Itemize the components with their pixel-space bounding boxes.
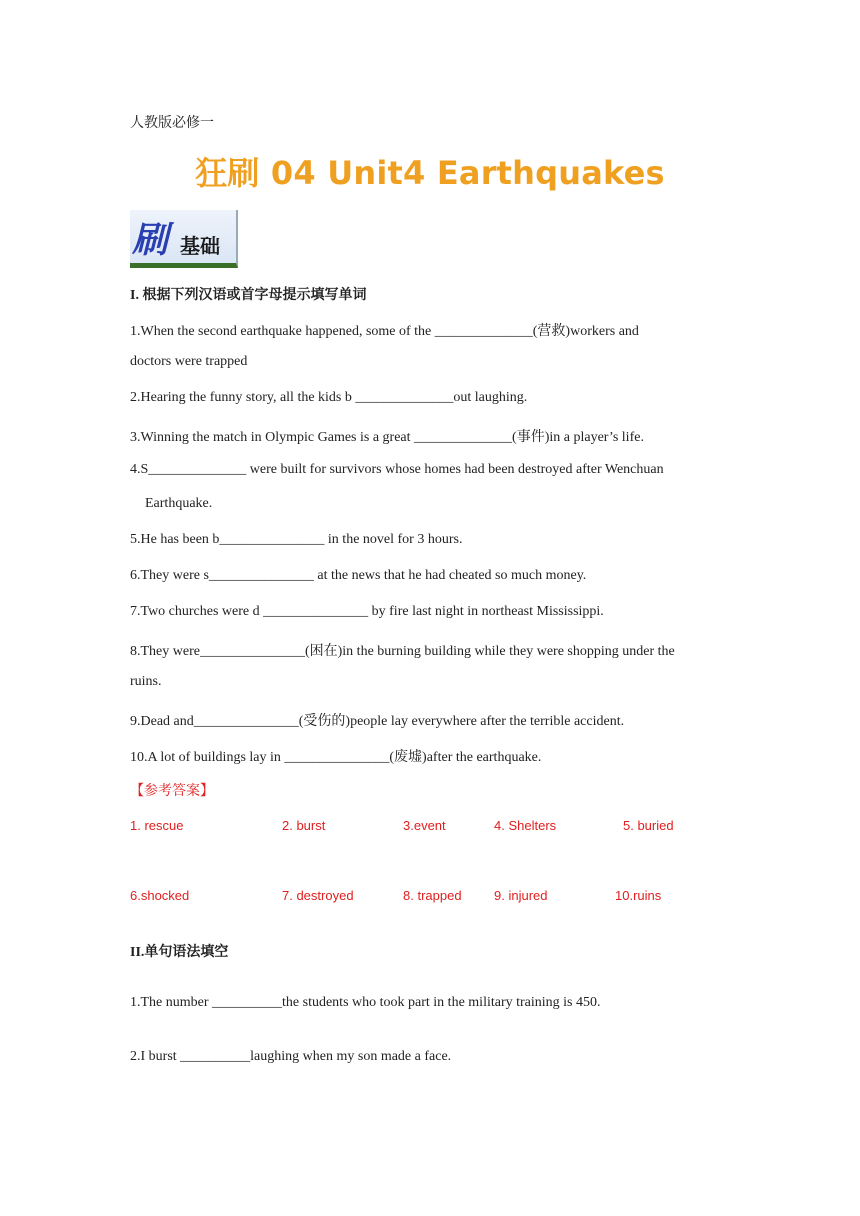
answer-item: 7. destroyed [282,888,354,903]
question-line: Earthquake. [145,496,213,511]
question-line: 7.Two churches were d _______________ by fire last night in northeast Mississippi. [130,604,604,619]
answer-item: 4. Shelters [494,818,557,833]
question-line: 9.Dead and_______________(受伤的)people lay everywhere after the terrible accident. [130,714,625,729]
section-2-heading: II.单句语法填空 [130,945,229,960]
question-line: ruins. [130,674,162,689]
document-header: 人教版必修一 [130,116,214,131]
badge-small-text: 基础 [180,234,220,258]
question-line: 8.They were_______________(困在)in the burning building while they were shopping under the [130,644,675,659]
question-line: 6.They were s_______________ at the news that he had cheated so much money. [130,568,587,583]
question-line: 5.He has been b_______________ in the novel for 3 hours. [130,532,463,547]
question-line: 3.Winning the match in Olympic Games is a great ______________(事件)in a player’s life. [130,430,644,445]
section-badge-image [130,210,238,268]
answer-item: 1. rescue [130,818,184,833]
answer-item: 8. trapped [403,888,462,903]
answer-item: 9. injured [494,888,548,903]
question-line: 1.The number __________the students who took part in the military training is 450. [130,995,601,1010]
answer-item: 10.ruins [615,888,662,903]
section-1-heading: I. 根据下列汉语或首字母提示填写单词 [130,288,367,303]
answer-item: 5. buried [623,818,674,833]
question-line: 2.Hearing the funny story, all the kids b ______________out laughing. [130,390,528,405]
answer-item: 6.shocked [130,888,190,903]
answer-key-heading: 【参考答案】 [130,784,214,799]
answer-item: 3.event [403,818,446,833]
page-title: 狂刷 04 Unit4 Earthquakes [195,154,665,192]
question-line: 10.A lot of buildings lay in _______________(废墟)after the earthquake. [130,750,542,765]
question-line: 4.S______________ were built for survivors whose homes had been destroyed after Wenchuan [130,462,664,477]
answer-item: 2. burst [282,818,326,833]
question-line: 2.I burst __________laughing when my son made a face. [130,1049,452,1064]
question-line: 1.When the second earthquake happened, some of the ______________(营救)workers and [130,324,639,339]
badge-big-char: 刷 [132,219,169,261]
question-line: doctors were trapped [130,354,248,369]
